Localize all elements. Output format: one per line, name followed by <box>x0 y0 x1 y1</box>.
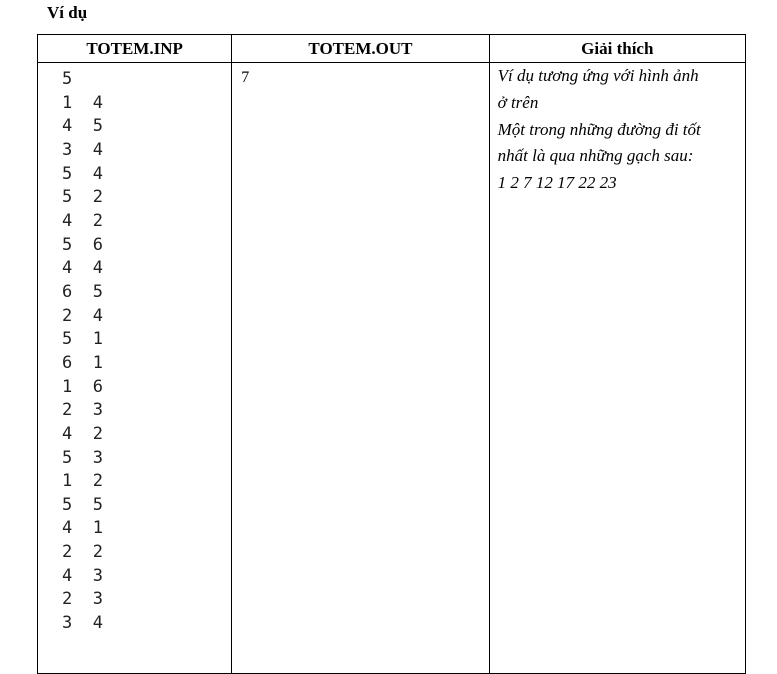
input-line: 4 4 <box>62 258 103 279</box>
output-value: 7 <box>241 69 250 86</box>
output-cell <box>232 63 489 674</box>
input-line: 5 <box>62 69 73 89</box>
section-heading: Ví dụ <box>47 3 88 22</box>
input-line: 4 2 <box>62 423 103 444</box>
input-line: 5 4 <box>62 163 103 184</box>
explanation-line: ở trên <box>497 92 539 112</box>
header-input-file: TOTEM.INP <box>38 35 232 63</box>
input-line: 3 4 <box>62 613 103 634</box>
input-line: 2 4 <box>62 305 103 326</box>
explanation-line: 1 2 7 12 17 22 23 <box>497 173 617 193</box>
header-explanation: Giải thích <box>489 35 745 63</box>
input-line: 5 2 <box>62 187 103 208</box>
input-line: 5 1 <box>62 329 103 350</box>
header-output-file: TOTEM.OUT <box>232 35 489 63</box>
input-line: 6 5 <box>62 281 103 302</box>
input-line: 1 2 <box>62 471 103 492</box>
table-row <box>38 63 746 674</box>
input-line: 4 5 <box>62 116 103 137</box>
input-line: 1 4 <box>62 92 103 113</box>
input-line: 5 3 <box>62 447 103 468</box>
input-line: 4 3 <box>62 565 103 586</box>
input-line: 4 2 <box>62 210 103 231</box>
input-line: 2 3 <box>62 400 103 421</box>
input-line: 3 4 <box>62 139 103 160</box>
input-line: 5 6 <box>62 234 103 255</box>
explanation-cell <box>489 63 745 674</box>
input-line: 5 5 <box>62 494 103 515</box>
input-line: 6 1 <box>62 352 103 373</box>
explanation-text <box>490 63 745 197</box>
input-lines <box>38 63 231 636</box>
input-line: 1 6 <box>62 376 103 397</box>
input-line: 4 1 <box>62 518 103 539</box>
input-cell <box>38 63 232 674</box>
explanation-line: nhất là qua những gạch sau: <box>497 146 694 166</box>
table-header-row <box>38 35 746 63</box>
input-line: 2 2 <box>62 542 103 563</box>
example-table <box>37 34 746 674</box>
explanation-line: Một trong những đường đi tốt <box>497 119 701 139</box>
input-line: 2 3 <box>62 589 103 610</box>
explanation-line: Ví dụ tương ứng với hình ảnh <box>497 66 699 85</box>
